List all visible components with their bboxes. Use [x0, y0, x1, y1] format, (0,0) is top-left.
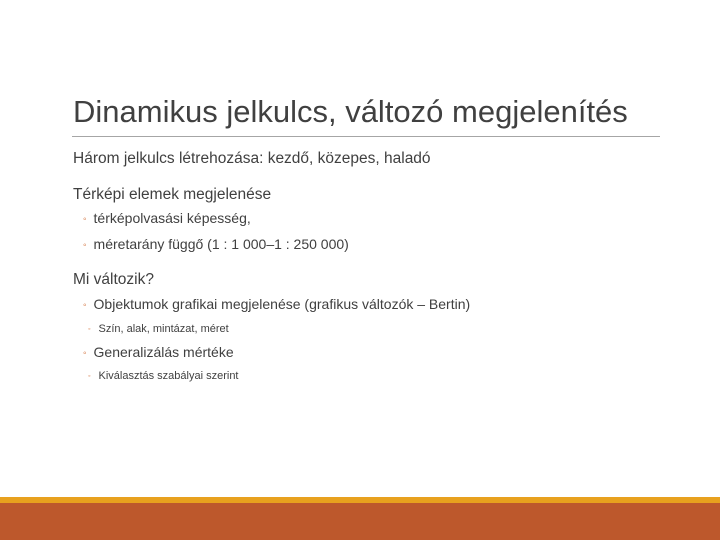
bullet-point-1: Három jelkulcs létrehozása: kezdő, közepes, haladó — [73, 150, 431, 167]
ring-bullet-icon: ◦ — [88, 326, 91, 333]
ring-bullet-icon: ◦ — [83, 240, 87, 251]
detail-point-label: Kiválasztás szabályai szerint — [98, 370, 239, 382]
detail-point-3-1 — [88, 322, 229, 338]
bullet-point-3: Mi változik? — [73, 271, 154, 288]
slide-title: Dinamikus jelkulcs, változó megjelenítés — [73, 94, 628, 129]
ring-bullet-icon: ◦ — [83, 214, 87, 225]
detail-point-3-2 — [88, 369, 239, 385]
sub-point-2-1 — [83, 209, 251, 230]
sub-point-label: Generalizálás mértéke — [93, 344, 234, 360]
detail-point-label: Szín, alak, mintázat, méret — [98, 323, 229, 335]
ring-bullet-icon: ◦ — [83, 300, 87, 311]
sub-point-2-2 — [83, 235, 349, 256]
ring-bullet-icon: ◦ — [88, 373, 91, 380]
ring-bullet-icon: ◦ — [83, 348, 87, 359]
sub-point-label: térképolvasási képesség, — [93, 210, 251, 226]
sub-point-label: méretarány függő (1 : 1 000–1 : 250 000) — [93, 236, 349, 252]
title-divider — [72, 136, 660, 137]
bullet-point-2: Térképi elemek megjelenése — [73, 186, 272, 203]
footer-color-band — [0, 497, 720, 540]
sub-point-3-2 — [83, 343, 234, 364]
sub-point-label: Objektumok grafikai megjelenése (grafikus változók – Bertin) — [93, 296, 471, 312]
footer-accent-stripe — [0, 497, 720, 503]
sub-point-3-1 — [83, 295, 470, 316]
